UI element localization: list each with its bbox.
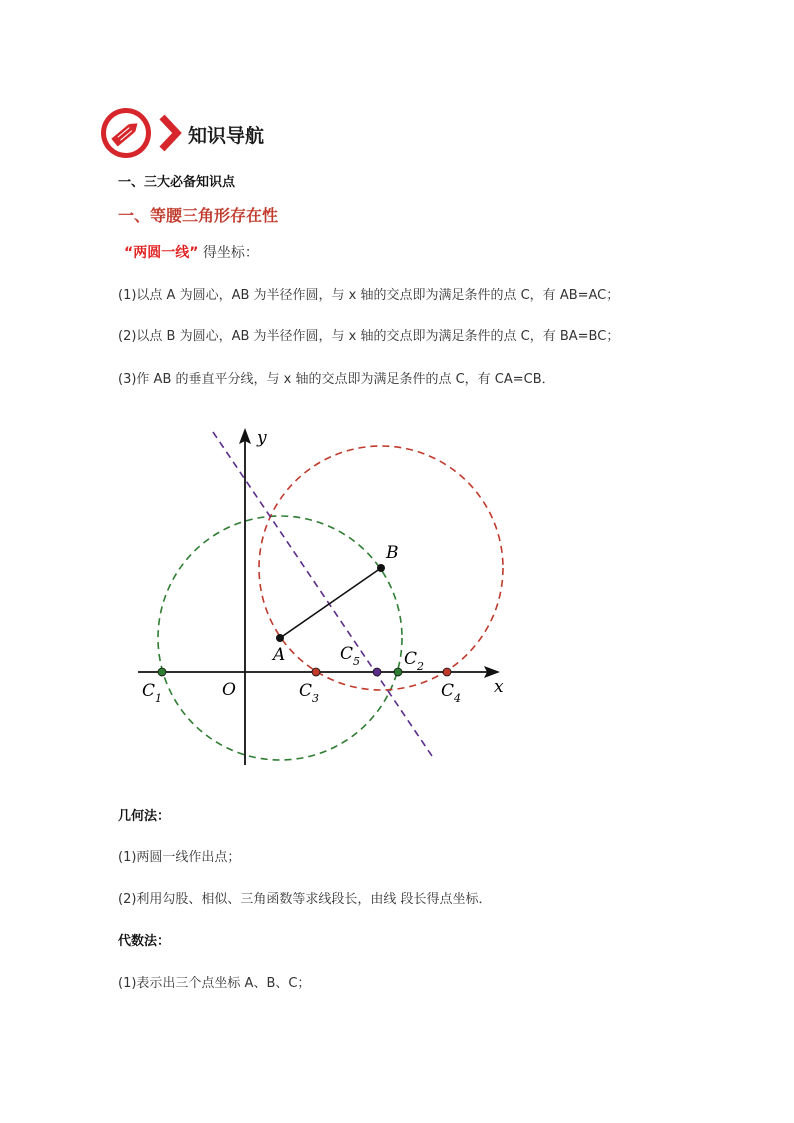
chevron-right-icon: [157, 114, 183, 152]
label-o: O: [222, 680, 236, 700]
geometry-method-title: 几何法：: [118, 809, 171, 824]
section-heading-2: 一、等腰三角形存在性: [118, 206, 279, 225]
label-b: B: [386, 543, 399, 563]
point-c4: [443, 668, 451, 676]
geometry-step-1: (1)两圆一线作出点；: [118, 850, 241, 865]
label-c4: C: [441, 681, 455, 701]
label-y: y: [257, 428, 267, 448]
pencil-icon: [101, 108, 151, 158]
point-c2: [394, 668, 402, 676]
point-b: [377, 564, 385, 572]
label-c3-sub: 3: [312, 692, 319, 705]
point-c3: [312, 668, 320, 676]
segment-ab: [280, 568, 381, 638]
point-c1: [158, 668, 166, 676]
quote-rest: 得坐标：: [202, 245, 259, 261]
label-c3: C: [299, 681, 313, 701]
step-2: (2)以点 B 为圆心，AB 为半径作圆，与 x 轴的交点即为满足条件的点 C，有 BA=BC；: [118, 329, 620, 344]
geometry-step-2: (2)利用勾股、相似、三角函数等求线段长，由线 段长得点坐标．: [118, 892, 492, 907]
label-c5-sub: 5: [353, 655, 360, 668]
label-c4-sub: 4: [454, 692, 461, 705]
method-quote: [124, 242, 259, 262]
label-x: x: [494, 677, 504, 697]
header-title: 知识导航: [188, 125, 265, 147]
point-c5: [373, 668, 381, 676]
section-header: [101, 108, 301, 158]
step-1: (1)以点 A 为圆心，AB 为半径作圆，与 x 轴的交点即为满足条件的点 C，有 AB=AC；: [118, 288, 620, 303]
algebra-step-1: (1)表示出三个点坐标 A、B、C；: [118, 976, 311, 991]
step-3: (3)作 AB 的垂直平分线，与 x 轴的交点即为满足条件的点 C，有 CA=CB．: [118, 372, 555, 387]
point-a: [276, 634, 284, 642]
label-c5: C: [340, 644, 354, 664]
quote-highlight: “两圆一线”: [124, 245, 199, 261]
section-heading-1: 一、三大必备知识点: [118, 175, 236, 190]
label-a: A: [273, 645, 286, 665]
label-c2: C: [404, 649, 418, 669]
geometry-figure: [130, 420, 520, 780]
algebra-method-title: 代数法：: [118, 934, 171, 949]
label-c1-sub: 1: [155, 692, 162, 705]
label-c1: C: [142, 681, 156, 701]
label-c2-sub: 2: [417, 660, 424, 673]
